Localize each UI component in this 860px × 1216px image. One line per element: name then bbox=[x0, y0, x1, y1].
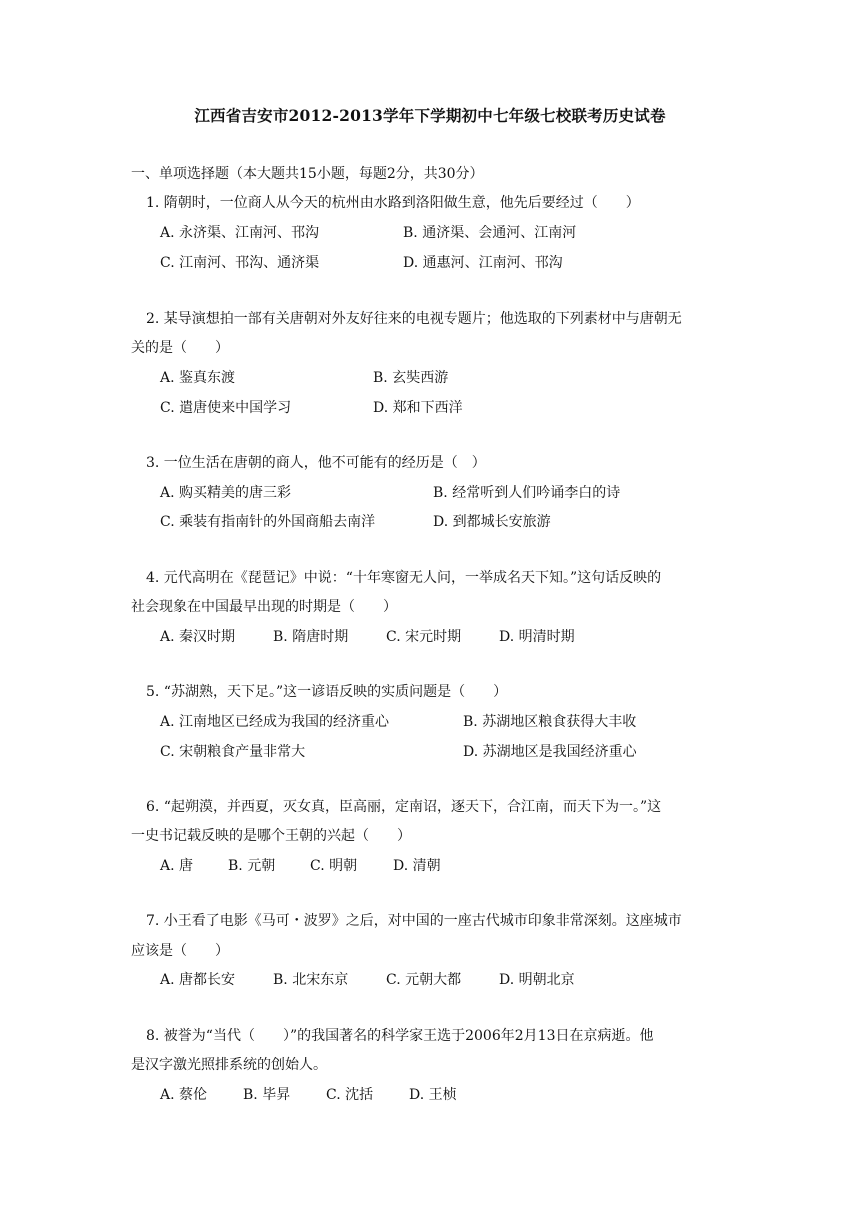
question-text: 1. 隋朝时，一位商人从今天的杭州由水路到洛阳做生意，他先后要经过（ ） bbox=[146, 195, 640, 211]
option-c: C. 乘装有指南针的外国商船去南洋 bbox=[160, 514, 376, 530]
option-c: C. 沈括 bbox=[326, 1087, 374, 1103]
question-text-cont: 一史书记载反映的是哪个王朝的兴起（ ） bbox=[131, 828, 411, 844]
option-a: A. 蔡伦 bbox=[160, 1087, 208, 1103]
option-c: C. 江南河、邗沟、通济渠 bbox=[160, 255, 320, 271]
option-d: D. 通惠河、江南河、邗沟 bbox=[403, 255, 563, 271]
option-a: A. 永济渠、江南河、邗沟 bbox=[160, 225, 320, 241]
option-b: B. 苏湖地区粮食获得大丰收 bbox=[463, 714, 637, 730]
option-a: A. 购买精美的唐三彩 bbox=[160, 485, 292, 501]
section-heading: 一、单项选择题（本大题共15小题，每题2分，共30分） bbox=[131, 166, 484, 182]
option-a: A. 唐 bbox=[160, 858, 194, 874]
question-text-cont: 关的是（ ） bbox=[131, 340, 229, 356]
question-text-cont: 应该是（ ） bbox=[131, 943, 229, 959]
option-b: B. 玄奘西游 bbox=[373, 370, 449, 386]
option-a: A. 秦汉时期 bbox=[160, 629, 236, 645]
question-text: 2. 某导演想拍一部有关唐朝对外友好往来的电视专题片；他选取的下列素材中与唐朝无 bbox=[146, 311, 682, 327]
option-c: C. 宋元时期 bbox=[386, 629, 462, 645]
option-c: C. 明朝 bbox=[310, 858, 358, 874]
option-c: C. 宋朝粮食产量非常大 bbox=[160, 744, 306, 760]
option-d: D. 清朝 bbox=[393, 858, 441, 874]
option-d: D. 郑和下西洋 bbox=[373, 400, 463, 416]
option-c: C. 遣唐使来中国学习 bbox=[160, 400, 292, 416]
exam-title: 江西省吉安市2012-2013学年下学期初中七年级七校联考历史试卷 bbox=[194, 106, 666, 125]
question-text: 7. 小王看了电影《马可・波罗》之后，对中国的一座古代城市印象非常深刻。这座城市 bbox=[146, 913, 682, 929]
option-b: B. 通济渠、会通河、江南河 bbox=[403, 225, 577, 241]
option-a: A. 江南地区已经成为我国的经济重心 bbox=[160, 714, 390, 730]
question-text: 5. “苏湖熟，天下足。”这一谚语反映的实质问题是（ ） bbox=[146, 684, 508, 700]
option-a: A. 鉴真东渡 bbox=[160, 370, 236, 386]
option-d: D. 到都城长安旅游 bbox=[433, 514, 551, 530]
option-b: B. 元朝 bbox=[228, 858, 276, 874]
option-d: D. 苏湖地区是我国经济重心 bbox=[463, 744, 637, 760]
option-b: B. 隋唐时期 bbox=[273, 629, 349, 645]
question-text: 3. 一位生活在唐朝的商人，他不可能有的经历是（ ） bbox=[146, 455, 486, 471]
option-b: B. 北宋东京 bbox=[273, 972, 349, 988]
option-d: D. 明朝北京 bbox=[499, 972, 575, 988]
option-b: B. 经常听到人们吟诵李白的诗 bbox=[433, 485, 621, 501]
question-text: 8. 被誉为“当代（ ）”的我国著名的科学家王选于2006年2月13日在京病逝。他 bbox=[146, 1028, 654, 1044]
option-a: A. 唐都长安 bbox=[160, 972, 236, 988]
question-text-cont: 社会现象在中国最早出现的时期是（ ） bbox=[131, 599, 397, 615]
question-text-cont: 是汉字激光照排系统的创始人。 bbox=[131, 1057, 327, 1073]
option-d: D. 王桢 bbox=[409, 1087, 457, 1103]
option-b: B. 毕昇 bbox=[243, 1087, 291, 1103]
question-text: 4. 元代高明在《琵琶记》中说：“十年寒窗无人问，一举成名天下知。”这句话反映的 bbox=[146, 570, 662, 586]
option-c: C. 元朝大都 bbox=[386, 972, 462, 988]
question-text: 6. “起朔漠，并西夏，灭女真，臣高丽，定南诏，逐天下，合江南，而天下为一。”这 bbox=[146, 799, 662, 815]
option-d: D. 明清时期 bbox=[499, 629, 575, 645]
